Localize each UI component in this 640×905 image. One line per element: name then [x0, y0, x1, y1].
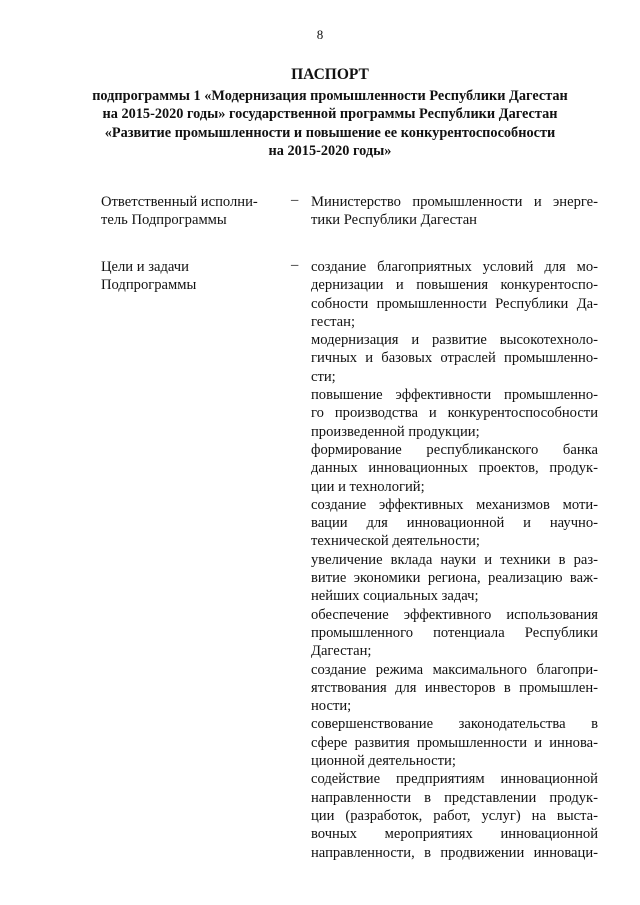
- row-value-line: Министерство промышленности и энерге-: [311, 194, 598, 210]
- row-value-line: вации для инновационной и научно-: [311, 515, 598, 532]
- row-value-line: дернизации и повышения конкурентоспо-: [311, 277, 598, 294]
- row-value-line: гичных и базовых отраслей промышленно-: [311, 350, 598, 367]
- row-value-line: ции (разработок, работ, услуг) на выста-: [311, 807, 598, 824]
- row-dash: –: [291, 257, 299, 273]
- title-line: на 2015-2020 годы»: [268, 143, 392, 159]
- row-value-line: вочных мероприятиях инновационной: [311, 826, 598, 843]
- row-value-line: модернизация и развитие высокотехноло-: [311, 332, 598, 349]
- title-line: подпрограммы 1 «Модернизация промышленности Республики Дагестан: [92, 87, 568, 104]
- row-label: [101, 258, 271, 295]
- document-title: [60, 66, 600, 161]
- title-line: «Развитие промышленности и повышение ее конкурентоспособности: [104, 124, 556, 141]
- row-value-line: нейших социальных задач;: [311, 588, 479, 605]
- row-label: [101, 193, 271, 230]
- row-value-line: создание благоприятных условий для мо-: [311, 259, 598, 275]
- row-value-line: данных инновационных проектов, продук-: [311, 460, 598, 477]
- row-value-line: формирование республиканского банка: [311, 441, 598, 458]
- row-value-line: сти;: [311, 368, 336, 385]
- page-number: 8: [316, 27, 324, 42]
- row-dash: –: [291, 192, 299, 208]
- row-value-line: ности;: [311, 698, 352, 715]
- row-value: [311, 193, 598, 230]
- row-value-line: ции и технологий;: [311, 478, 425, 495]
- row-label-line: Ответственный исполни-: [101, 194, 258, 210]
- row-value-line: гестан;: [311, 313, 356, 330]
- row-value-line: собности промышленности Республики Да-: [311, 295, 598, 312]
- row-label-line: Подпрограммы: [101, 277, 197, 294]
- row-value-line: создание эффективных механизмов моти-: [311, 496, 598, 513]
- row-value-line: ятствования для инвесторов в промышлен-: [311, 679, 598, 696]
- row-value: [311, 258, 598, 862]
- row-value-line: направленности, в продвижении инноваци-: [311, 844, 598, 861]
- row-value-line: совершенствование законодательства в: [311, 716, 598, 733]
- row-value-line: витие экономики региона, реализацию важ-: [311, 570, 598, 587]
- row-value-line: увеличение вклада науки и техники в раз-: [311, 551, 598, 568]
- row-value-line: технической деятельности;: [311, 533, 480, 550]
- title-heading: ПАСПОРТ: [291, 66, 369, 83]
- row-value-line: содействие предприятиям инновационной: [311, 771, 598, 788]
- row-value-line: направленности в представлении продук-: [311, 789, 598, 806]
- row-value-line: создание режима максимального благопри-: [311, 661, 598, 678]
- row-value-line: тики Республики Дагестан: [311, 212, 477, 229]
- row-value-line: произведенной продукции;: [311, 423, 480, 440]
- row-value-line: ционной деятельности;: [311, 753, 456, 770]
- row-value-line: промышленного потенциала Республики: [311, 624, 598, 641]
- row-value-line: обеспечение эффективного использования: [311, 606, 598, 623]
- row-label-line: тель Подпрограммы: [101, 212, 227, 229]
- title-line: на 2015-2020 годы» государственной программы Республики Дагестан: [102, 106, 558, 122]
- row-value-line: повышение эффективности промышленно-: [311, 387, 598, 404]
- row-value-line: сфере развития промышленности и иннова-: [311, 734, 598, 751]
- row-value-line: го производства и конкурентоспособности: [311, 405, 598, 422]
- row-label-line: Цели и задачи: [101, 259, 189, 275]
- row-value-line: Дагестан;: [311, 643, 372, 660]
